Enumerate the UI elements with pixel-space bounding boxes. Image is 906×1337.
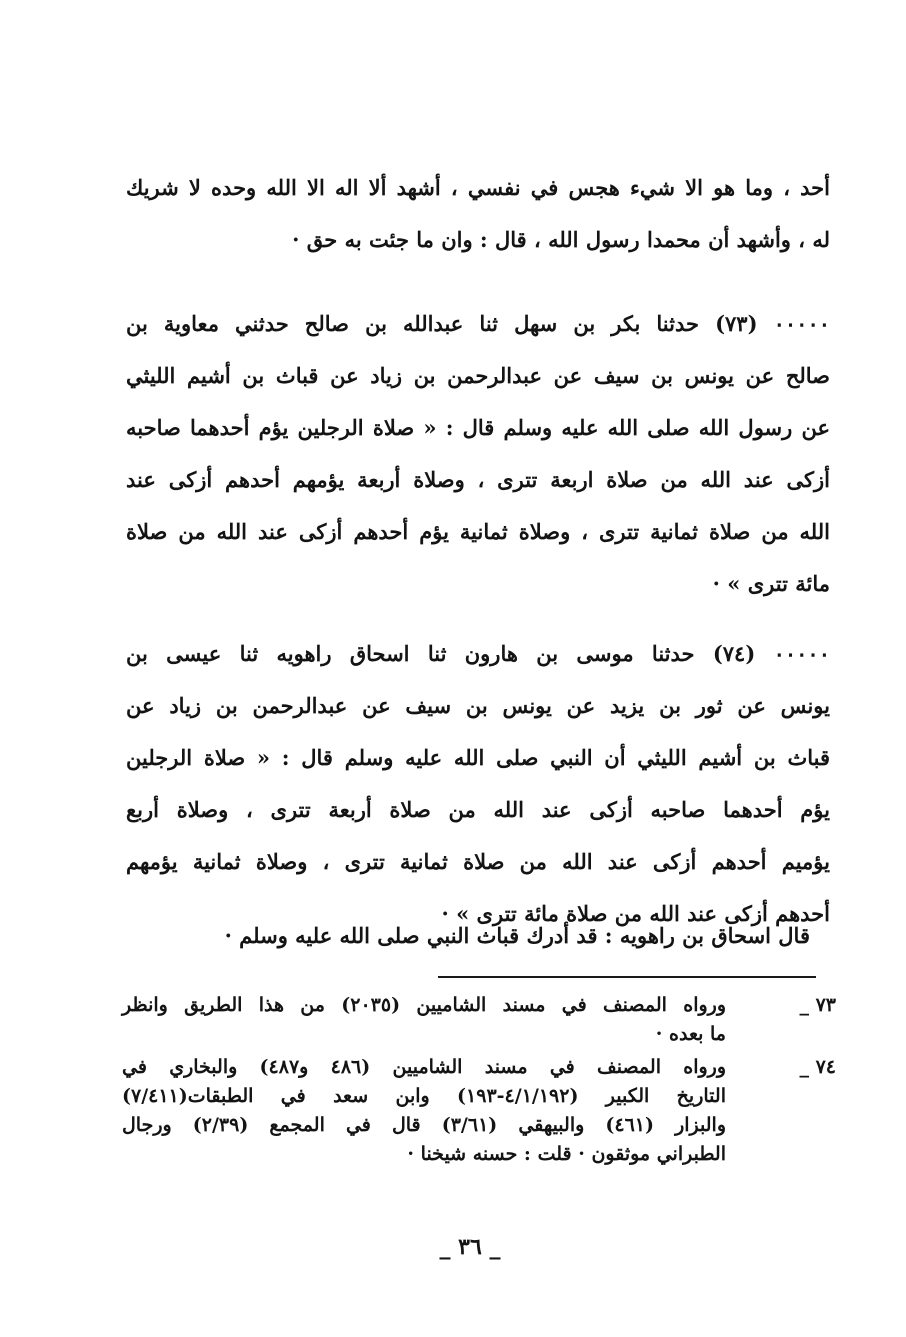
footnote-line: والبزار (٤٦١) والبيهقي (٣/٦١) قال في المجمع (٢/٣٩) ورجال [122, 1114, 726, 1136]
footnote-74 [122, 1053, 836, 1173]
text-line: أحدهم أزكى عند الله من صلاة مائة تترى » · [441, 901, 830, 926]
text-line: الله من صلاة ثمانية تترى ، وصلاة ثمانية يؤم أحدهم أزكى عند الله من صلاة [126, 519, 830, 544]
footnote-line: ورواه المصنف في مسند الشاميين (٢٠٣٥) من هذا الطريق وانظر [122, 994, 726, 1016]
hadith-74-paragraph [126, 628, 830, 940]
hadith-73-paragraph [126, 298, 830, 610]
footnote-line: ما بعده · [655, 1023, 726, 1045]
text-line: يونس عن ثور بن يزيد عن يونس بن سيف عن عبدالرحمن بن زياد عن [126, 693, 830, 718]
text-line: قباث بن أشيم الليثي أن النبي صلى الله عليه وسلم قال : « صلاة الرجلين [126, 745, 830, 770]
footnote-number: ٧٣ _ [799, 994, 836, 1016]
text-line: قال اسحاق بن راهويه : قد أدرك قباث النبي صلى الله عليه وسلم · [224, 923, 810, 948]
text-line: أزكى عند الله من صلاة اربعة تترى ، وصلاة أربعة يؤمهم أحدهم أزكى عند [126, 467, 830, 492]
closing-remark [150, 910, 810, 962]
footnote-line: الطبراني موثقون · قلت : حسنه شيخنا · [407, 1143, 726, 1165]
footnote-body [122, 1053, 726, 1169]
text-line: ٠٠٠٠٠ (٧٤) حدثنا موسى بن هارون ثنا اسحاق راهويه ثنا عيسى بن [126, 641, 830, 666]
text-line: له ، وأشهد أن محمدا رسول الله ، قال : وان ما جئت به حق · [292, 227, 830, 252]
footnote-body [122, 991, 726, 1049]
intro-paragraph [126, 162, 830, 266]
page-number: _ ٣٦ _ [439, 1234, 501, 1260]
text-line: صالح عن يونس بن سيف عن عبدالرحمن بن زياد عن قباث بن أشيم الليثي [126, 363, 830, 388]
text-line: يؤم أحدهما صاحبه أزكى عند الله من صلاة أربعة تترى ، وصلاة أربع [126, 797, 830, 822]
footnote-separator [438, 976, 816, 978]
footnote-number: ٧٤ _ [799, 1056, 836, 1078]
footnote-line: التاريخ الكبير (٤/١/١٩٢-١٩٣) وابن سعد في الطبقات(٧/٤١١) [122, 1085, 726, 1107]
text-line: يؤميم أحدهم أزكى عند الله من صلاة ثمانية تترى ، وصلاة ثمانية يؤمهم [126, 849, 830, 874]
text-line: ٠٠٠٠٠ (٧٣) حدثنا بكر بن سهل ثنا عبدالله بن صالح حدثني معاوية بن [126, 311, 831, 336]
text-line: مائة تترى » · [712, 571, 830, 596]
text-line: عن رسول الله صلى الله عليه وسلم قال : « صلاة الرجلين يؤم أحدهما صاحبه [126, 415, 830, 440]
footnote-73 [122, 991, 836, 1051]
footnote-line: ورواه المصنف في مسند الشاميين (٤٨٦ و٤٨٧) والبخاري في [122, 1056, 727, 1078]
text-line: أحد ، وما هو الا شيء هجس في نفسي ، أشهد ألا اله الا الله وحده لا شريك [126, 175, 830, 200]
